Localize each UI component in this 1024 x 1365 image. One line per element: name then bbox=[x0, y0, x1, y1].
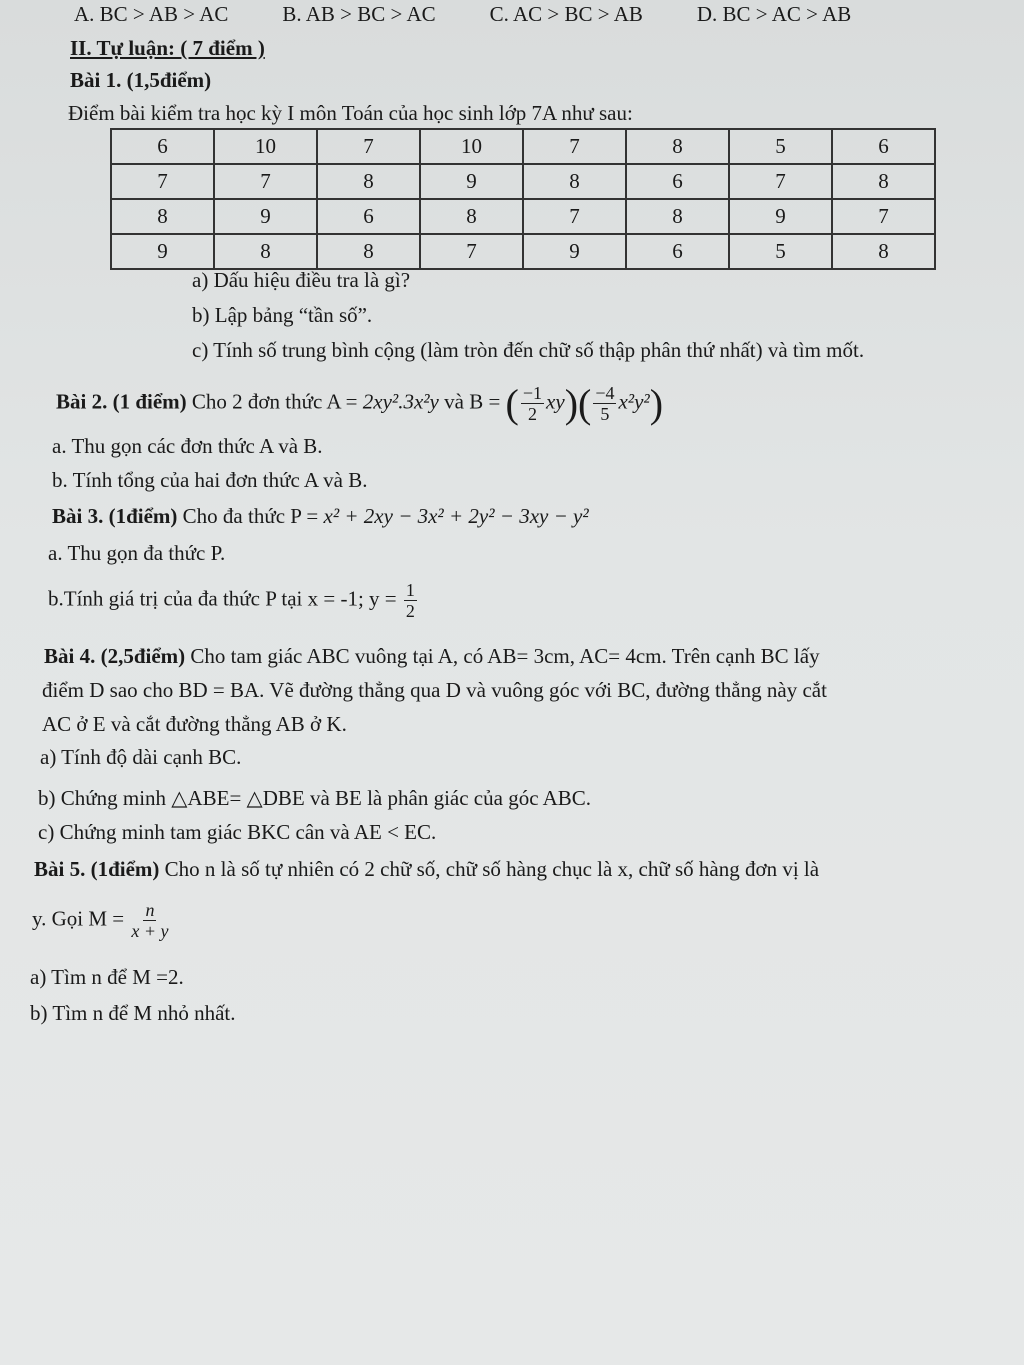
table-cell: 8 bbox=[523, 164, 626, 199]
monomial-a: 2xy².3x²y bbox=[362, 389, 439, 414]
bai3-statement bbox=[52, 504, 589, 529]
table-cell: 7 bbox=[729, 164, 832, 199]
option-a: A. BC > AB > AC bbox=[74, 2, 229, 26]
table-cell: 6 bbox=[626, 234, 729, 269]
table-cell: 9 bbox=[111, 234, 214, 269]
var: xy bbox=[546, 389, 565, 414]
bai2-and: và B = bbox=[438, 389, 506, 414]
bai4-c: c) Chứng minh tam giác BKC cân và AE < EC. bbox=[38, 820, 437, 844]
bai1-a: a) Dấu hiệu điều tra là gì? bbox=[192, 268, 411, 292]
bai2-a: a. Thu gọn các đơn thức A và B. bbox=[52, 434, 323, 458]
bai5-gọi: y. Gọi M = bbox=[32, 906, 130, 931]
option-c: C. AC > BC > AB bbox=[489, 2, 643, 26]
table-cell: 7 bbox=[214, 164, 317, 199]
bai3-text: Cho đa thức P = bbox=[182, 504, 324, 528]
table-cell: 6 bbox=[111, 129, 214, 164]
table-cell: 7 bbox=[523, 129, 626, 164]
table-row bbox=[111, 129, 935, 164]
fraction: $\frac{1}{2}$ bbox=[405, 580, 415, 621]
table-cell: 7 bbox=[420, 234, 523, 269]
table-row bbox=[111, 234, 935, 269]
bai3-a: a. Thu gọn đa thức P. bbox=[48, 541, 226, 565]
table-cell: 6 bbox=[626, 164, 729, 199]
table-cell: 10 bbox=[420, 129, 523, 164]
table-cell: 7 bbox=[832, 199, 935, 234]
table-cell: 8 bbox=[832, 234, 935, 269]
table-cell: 8 bbox=[317, 164, 420, 199]
table-cell: 8 bbox=[111, 199, 214, 234]
table-cell: 8 bbox=[832, 164, 935, 199]
bai1-intro: Điểm bài kiểm tra học kỳ I môn Toán của học sinh lớp 7A như sau: bbox=[68, 101, 633, 125]
bai4-b: b) Chứng minh △ABE= △DBE và BE là phân giác của góc ABC. bbox=[38, 786, 592, 810]
fraction: $\frac{-1}{2}$ bbox=[522, 383, 543, 424]
table-cell: 7 bbox=[111, 164, 214, 199]
table-cell: 6 bbox=[832, 129, 935, 164]
table-cell: 6 bbox=[317, 199, 420, 234]
bai4-l3: AC ở E và cắt đường thẳng AB ở K. bbox=[42, 712, 347, 736]
fraction: $\frac{n}{x + y}$ bbox=[131, 900, 169, 941]
table-cell: 5 bbox=[729, 234, 832, 269]
fraction: $\frac{-4}{5}$ bbox=[595, 383, 615, 424]
table-cell: 9 bbox=[523, 234, 626, 269]
bai5-l2 bbox=[32, 900, 171, 941]
bai5-l1 bbox=[34, 857, 819, 882]
bai5-a: a) Tìm n để M =2. bbox=[30, 965, 184, 989]
section-heading: II. Tự luận: ( 7 điểm ) bbox=[70, 36, 265, 60]
table-cell: 10 bbox=[214, 129, 317, 164]
bai2-statement: Bài 2. (1 điểm) Cho 2 đơn thức A = 2xy².3x²y và B = ( $\frac{-1}{2}$ xy)( $\frac{-4}{5}$ x²y²) bbox=[56, 381, 664, 426]
table-cell: 8 bbox=[626, 129, 729, 164]
table-cell: 8 bbox=[626, 199, 729, 234]
bai3-b: b.Tính giá trị của đa thức P tại x = -1; y = bbox=[48, 586, 402, 611]
table-cell: 7 bbox=[523, 199, 626, 234]
option-d: D. BC > AC > AB bbox=[696, 2, 852, 26]
bai3-b-line bbox=[48, 580, 419, 621]
score-table bbox=[110, 128, 936, 270]
bai4-l2: điểm D sao cho BD = BA. Vẽ đường thẳng qua D và vuông góc với BC, đường thẳng này cắt bbox=[42, 678, 827, 702]
table-cell: 9 bbox=[420, 164, 523, 199]
table-cell: 8 bbox=[214, 234, 317, 269]
option-b: B. AB > BC > AC bbox=[282, 2, 436, 26]
table-row bbox=[111, 164, 935, 199]
bai2-text: Cho 2 đơn thức A = bbox=[191, 389, 363, 414]
answer-options bbox=[74, 2, 905, 27]
bai1-c: c) Tính số trung bình cộng (làm tròn đến chữ số thập phân thứ nhất) và tìm mốt. bbox=[192, 338, 865, 362]
polynomial-p: x² + 2xy − 3x² + 2y² − 3xy − y² bbox=[323, 504, 589, 528]
var: x²y² bbox=[618, 389, 650, 414]
bai5-b: b) Tìm n để M nhỏ nhất. bbox=[30, 1001, 236, 1025]
bai2-b: b. Tính tổng của hai đơn thức A và B. bbox=[52, 468, 368, 492]
bai5-title: Bài 5. (1điểm) bbox=[34, 857, 160, 881]
table-row bbox=[111, 199, 935, 234]
table-cell: 9 bbox=[214, 199, 317, 234]
table-cell: 8 bbox=[317, 234, 420, 269]
bai4-text: Cho tam giác ABC vuông tại A, có AB= 3cm, AC= 4cm. Trên cạnh BC lấy bbox=[190, 644, 820, 668]
bai1-b: b) Lập bảng “tần số”. bbox=[192, 303, 373, 327]
bai4-a: a) Tính độ dài cạnh BC. bbox=[40, 745, 242, 769]
table-cell: 5 bbox=[729, 129, 832, 164]
bai1-title: Bài 1. (1,5điểm) bbox=[70, 68, 212, 92]
table-cell: 9 bbox=[729, 199, 832, 234]
bai4-l1 bbox=[44, 644, 820, 669]
bai3-title: Bài 3. (1điểm) bbox=[52, 504, 178, 528]
bai5-text: Cho n là số tự nhiên có 2 chữ số, chữ số hàng chục là x, chữ số hàng đơn vị là bbox=[164, 857, 820, 881]
table-cell: 8 bbox=[420, 199, 523, 234]
bai2-title: Bài 2. (1 điểm) bbox=[56, 389, 187, 414]
bai4-title: Bài 4. (2,5điểm) bbox=[44, 644, 186, 668]
table-cell: 7 bbox=[317, 129, 420, 164]
